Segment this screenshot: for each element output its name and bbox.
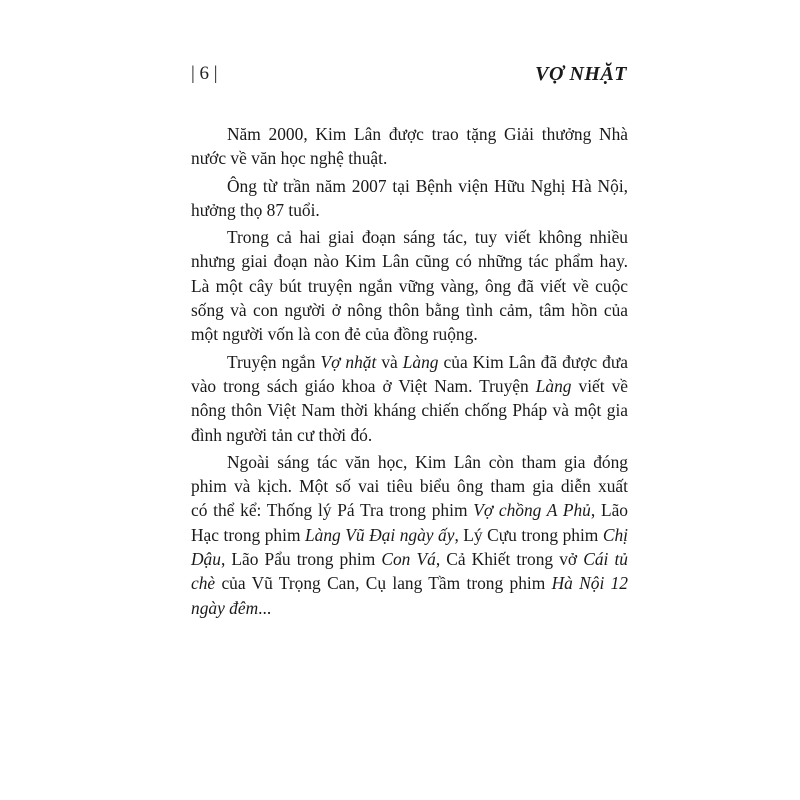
text-run: vào trong sách giáo khoa ở Việt Nam. Truyện <box>191 375 536 396</box>
text-line: đình người tản cư thời đó. <box>191 424 373 445</box>
paragraph-death <box>191 174 628 223</box>
text-run: Truyện ngắn <box>227 351 321 372</box>
text-run: có thể kể: Thống lý Pá Tra trong phim <box>191 500 474 521</box>
text-line <box>191 596 628 620</box>
text-line <box>191 547 628 571</box>
text-line: Ông từ trần năm 2007 tại Bệnh viện Hữu Nghị Hà Nội, <box>227 175 628 196</box>
text-line <box>191 571 628 595</box>
paragraph-acting <box>191 450 628 620</box>
text-run: Hạc trong phim <box>191 524 305 545</box>
text-line: phim và kịch. Một số vai tiêu biểu ông tham gia diễn xuất <box>191 476 628 497</box>
text-line: nông thôn Việt Nam thời kháng chiến chống Pháp và một gia <box>191 400 628 421</box>
text-line: nhưng giai đoạn nào Kim Lân cũng có những tác phẩm hay. <box>191 251 628 272</box>
work-title: Con Vá <box>381 549 436 570</box>
text-run: của Vũ Trọng Can, Cụ lang Tầm trong phim <box>215 573 552 594</box>
body-text <box>191 122 628 623</box>
text-line: Ngoài sáng tác văn học, Kim Lân còn tham gia đóng <box>227 451 628 472</box>
work-title: chè <box>191 573 216 594</box>
text-run: , Lý Cựu trong phim <box>454 524 603 545</box>
work-title: Vợ chồng A Phủ <box>473 500 591 521</box>
work-title: Làng <box>535 375 572 396</box>
work-title: Hà Nội 12 <box>551 573 629 594</box>
text-line: nước về văn học nghệ thuật. <box>191 148 388 169</box>
text-line: hưởng thọ 87 tuổi. <box>191 199 320 220</box>
text-line <box>191 523 628 547</box>
text-line: một người vốn là con đẻ của đồng ruộng. <box>191 324 478 345</box>
text-run: , Lão <box>590 500 628 521</box>
text-run: , Cả Khiết trong vở <box>435 549 584 570</box>
text-run: ... <box>258 597 272 618</box>
paragraph-career <box>191 225 628 346</box>
work-title: Làng <box>402 351 439 372</box>
work-title: Dậu <box>191 549 221 570</box>
work-title: Chị <box>602 524 628 545</box>
work-title: Vợ nhặt <box>320 351 377 372</box>
work-title: Cái tủ <box>583 549 628 570</box>
page-header <box>191 62 627 90</box>
paragraph-textbook <box>191 350 628 447</box>
paragraph-award <box>191 122 628 171</box>
running-title: VỢ NHẶT <box>535 63 627 85</box>
text-line: Trong cả hai giai đoạn sáng tác, tuy viết không nhiều <box>227 227 628 248</box>
text-run: viết về <box>571 375 628 396</box>
text-run: và <box>376 351 403 372</box>
work-title: ngày đêm <box>191 597 259 618</box>
text-line <box>191 374 628 398</box>
text-line: sống và con người ở nông thôn bằng tình cảm, tâm hồn của <box>191 300 628 321</box>
text-line <box>191 498 628 522</box>
text-run: , Lão Pẩu trong phim <box>220 549 382 570</box>
text-run: của Kim Lân đã được đưa <box>438 351 628 372</box>
text-line: Là một cây bút truyện ngắn vững vàng, ông đã viết về cuộc <box>191 275 628 296</box>
text-line: Năm 2000, Kim Lân được trao tặng Giải thưởng Nhà <box>227 124 628 144</box>
work-title: Làng Vũ Đại ngày ấy <box>305 524 455 545</box>
page-number: | 6 | <box>191 63 218 84</box>
text-line <box>191 350 628 374</box>
